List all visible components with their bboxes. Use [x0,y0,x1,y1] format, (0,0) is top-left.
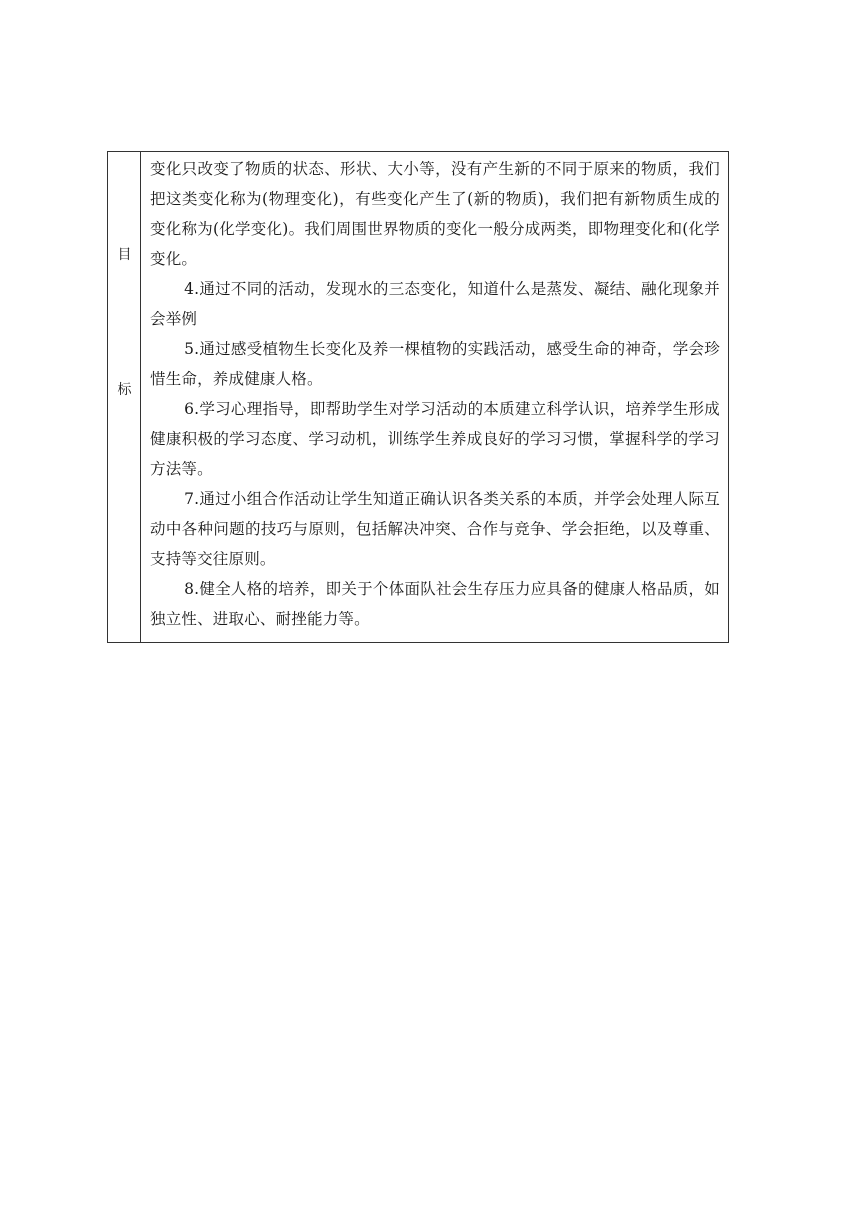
paragraph-5: 7.通过小组合作活动让学生知道正确认识各类关系的本质，并学会处理人际互动中各种问题的技巧与原则，包括解决冲突、合作与竞争、学会拒绝，以及尊重、支持等交往原则。 [150,490,720,568]
label-char-top: 目 [117,247,132,263]
paragraph-4: 6.学习心理指导，即帮助学生对学习活动的本质建立科学认识，培养学生形成健康积极的学习态度、学习动机，训练学生养成良好的学习习惯，掌握科学的学习方法等。 [150,400,720,478]
content-column [141,152,728,642]
paragraph-2: 4.通过不同的活动，发现水的三态变化，知道什么是蒸发、凝结、融化现象并会举例 [150,280,720,328]
paragraph-6: 8.健全人格的培养，即关于个体面队社会生存压力应具备的健康人格品质，如独立性、进取心、耐挫能力等。 [150,580,720,628]
paragraph-3: 5.通过感受植物生长变化及养一棵植物的实践活动，感受生命的神奇，学会珍惜生命，养成健康人格。 [150,340,720,388]
objectives-table [107,151,729,643]
paragraph-1: 变化只改变了物质的状态、形状、大小等，没有产生新的不同于原来的物质，我们把这类变化称为(物理变化)，有些变化产生了(新的物质)，我们把有新物质生成的变化称为(化学变化)。我们周围世界物质的变化一般分成两类，即物理变化和(化学变化。 [150,160,720,268]
label-column [108,152,141,642]
label-char-bottom: 标 [117,382,132,398]
